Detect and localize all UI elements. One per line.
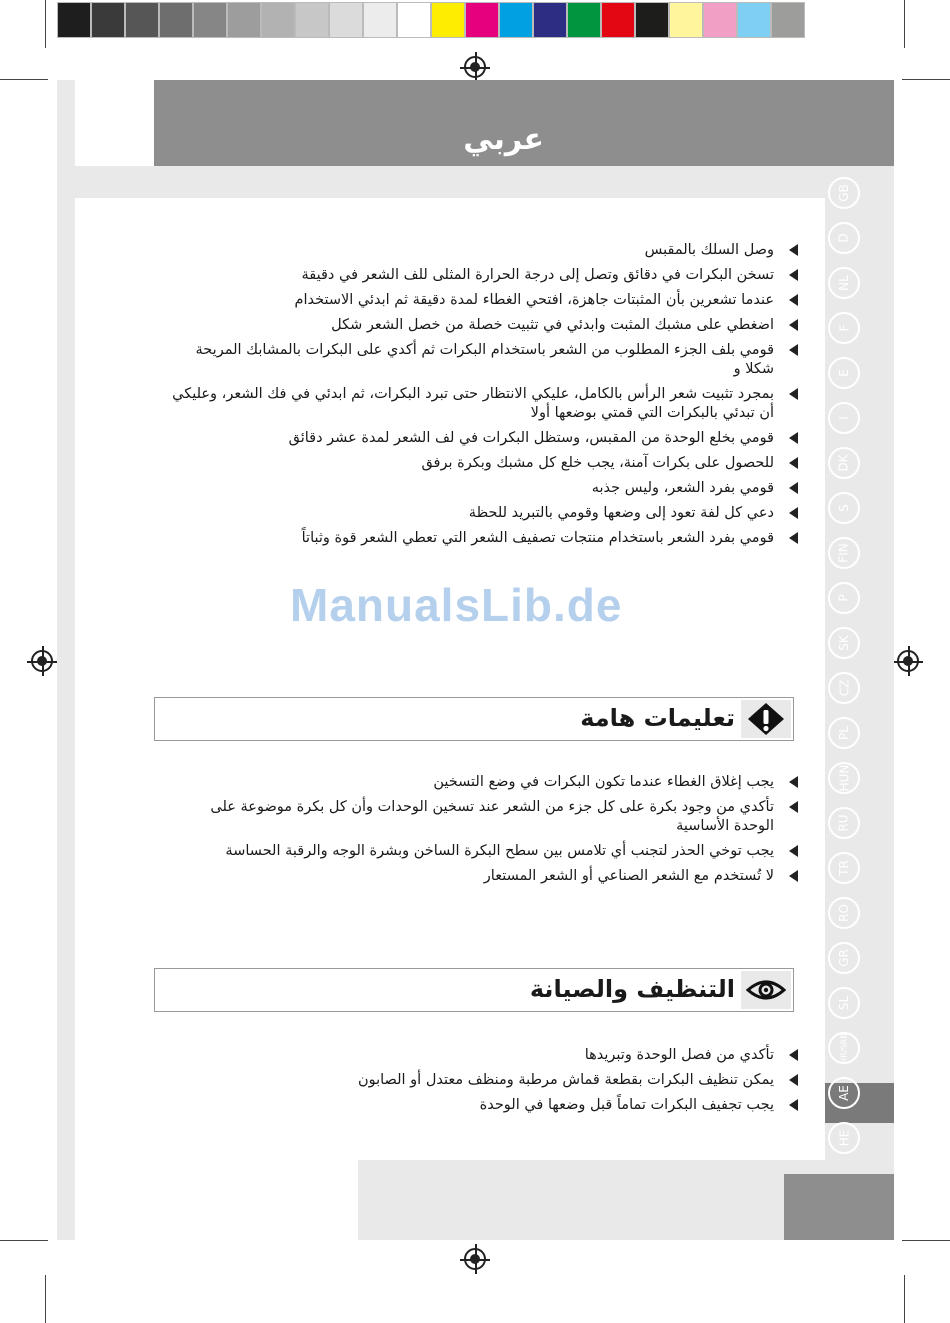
language-code: CZ [836,679,851,697]
crop-mark [0,79,48,80]
language-code: GB [837,184,851,202]
bullet-arrow-icon [789,507,798,519]
color-swatch [465,2,499,38]
important-list [170,773,800,892]
language-tab-pl[interactable] [828,717,860,749]
bullet-arrow-icon [789,432,798,444]
language-tab-he[interactable] [828,1122,860,1154]
bullet-arrow-icon [789,1099,798,1111]
bullet-arrow-icon [789,870,798,882]
color-swatch [431,2,465,38]
list-item-text: يجب إغلاق الغطاء عندما تكون البكرات في وضع التسخين [433,774,774,790]
bullet-arrow-icon [789,457,798,469]
bullet-arrow-icon [789,482,798,494]
language-tab-e[interactable] [828,357,860,389]
language-code: TR [836,860,851,876]
crop-mark [902,1240,950,1241]
color-swatch [533,2,567,38]
important-item [170,867,800,886]
usage-item [170,316,800,335]
bullet-arrow-icon [789,845,798,857]
color-swatch [567,2,601,38]
color-swatch [737,2,771,38]
usage-item [170,504,800,523]
language-tab-i[interactable] [828,402,860,434]
list-item-text: للحصول على بكرات آمنة، يجب خلع كل مشبك وبكرة برفق [421,455,774,471]
language-code: FIN [836,543,851,563]
language-tab-sl[interactable] [828,987,860,1019]
color-calibration-bar [57,2,805,38]
language-code: S [837,504,851,512]
important-item [170,842,800,861]
bullet-arrow-icon [789,1049,798,1061]
language-tab-nl[interactable] [828,267,860,299]
usage-item [170,291,800,310]
bullet-arrow-icon [789,294,798,306]
color-swatch [669,2,703,38]
language-code: NL [836,275,851,291]
cleaning-item [170,1071,800,1090]
language-code: P [837,594,851,602]
registration-mark-icon [464,56,486,78]
language-code: SL [837,995,851,1011]
list-item-text: يمكن تنظيف البكرات بقطعة قماش مرطبة ومنظف معتدل أو الصابون [357,1072,774,1088]
registration-mark-icon [464,1248,486,1270]
usage-item [170,341,800,379]
language-tab-gb[interactable] [828,177,860,209]
cleaning-item [170,1046,800,1065]
usage-instructions-list [170,241,800,554]
list-item-text: يجب توخي الحذر لتجنب أي تلامس بين سطح البكرة الساخن وبشرة الوجه والرقبة الحساسة [225,843,774,859]
usage-item [170,241,800,260]
language-code: HE [836,1129,851,1147]
language-tab-d[interactable] [828,222,860,254]
important-item [170,798,800,836]
language-code: E [837,369,851,377]
list-item-text: يجب تجفيف البكرات تماماً قبل وضعها في الوحدة [479,1097,774,1113]
language-tab-fin[interactable] [828,537,860,569]
language-code: RU [837,814,851,832]
watermark: ManualsLib.de [290,579,623,631]
color-swatch [397,2,431,38]
important-item [170,773,800,792]
list-item-text: دعي كل لفة تعود إلى وضعها وقومي بالتبريد للحظة [468,505,774,521]
language-tab-gr[interactable] [828,942,860,974]
crop-mark [45,0,46,48]
language-code: F [837,324,851,332]
language-tab-ae[interactable] [828,1077,860,1109]
page-title: عربي [463,122,544,157]
cleaning-item [170,1096,800,1115]
color-swatch [329,2,363,38]
color-swatch [499,2,533,38]
language-code: D [837,233,851,243]
list-item-text: اضغطي على مشبك المثبت وابدئي في تثبيت خصلة من خصل الشعر شكل [331,317,774,333]
language-tab-cz[interactable] [828,672,860,704]
language-tab-f[interactable] [828,312,860,344]
eye-icon [746,976,786,1004]
cleaning-title: التنظيف والصيانة [529,975,735,1003]
color-swatch [57,2,91,38]
bullet-arrow-icon [789,244,798,256]
bullet-arrow-icon [789,388,798,400]
crop-mark [45,1275,46,1323]
list-item-text: قومي بفرد الشعر باستخدام منتجات تصفيف الشعر التي تعطي الشعر قوة وثباتاً [301,530,774,546]
language-tab-s[interactable] [828,492,860,524]
language-code: I [836,416,851,420]
language-tab-ru[interactable] [828,807,860,839]
registration-mark-icon [31,650,53,672]
language-code: DK [836,454,851,472]
color-swatch [193,2,227,38]
list-item-text: لا تُستخدم مع الشعر الصناعي أو الشعر المستعار [483,868,774,884]
list-item-text: وصل السلك بالمقبس [644,242,774,258]
list-item-text: تأكدي من وجود بكرة على كل جزء من الشعر عند تسخين الوحدات وأن كل بكرة موضوعة على الوحدة الأساسية [210,799,774,834]
list-item-text: قومي بلف الجزء المطلوب من الشعر باستخدام البكرات ثم أكدي على البكرات بالمشابك المريحة شكلا و [195,342,774,377]
list-item-text: قومي بخلع الوحدة من المقبس، وستظل البكرات في لف الشعر لمدة عشر دقائق [288,430,774,446]
color-swatch [363,2,397,38]
list-item-text: بمجرد تثبيت شعر الرأس بالكامل، عليكي الانتظار حتى تبرد البكرات، ثم ابدئي في فك الشعر، وعليكي أن تبدئي بالبكرات التي قمتي بوضعها أولا [172,386,774,421]
page-header [154,80,894,166]
left-page-rail [57,80,75,1240]
usage-item [170,429,800,448]
color-swatch [227,2,261,38]
crop-mark [904,0,905,48]
language-tab-p[interactable] [828,582,860,614]
list-item-text: تسخن البكرات في دقائق وتصل إلى درجة الحرارة المثلى للف الشعر في دقيقة [301,267,774,283]
crop-mark [902,79,950,80]
language-tab-hun[interactable] [828,762,860,794]
warning-icon-box [741,700,791,738]
language-code: PL [836,726,851,740]
color-swatch [295,2,329,38]
list-item-text: تأكدي من فصل الوحدة وتبريدها [584,1047,774,1063]
language-code: AE [836,1085,851,1101]
color-swatch [703,2,737,38]
language-tab-ro[interactable] [828,897,860,929]
color-swatch [601,2,635,38]
bullet-arrow-icon [789,269,798,281]
language-tab-hr-srb[interactable] [828,1032,860,1064]
crop-mark [0,1240,48,1241]
cleaning-list [170,1046,800,1121]
bullet-arrow-icon [789,532,798,544]
header-underband [57,166,894,198]
language-code: SK [837,635,851,651]
language-code: GR [836,949,851,967]
usage-item [170,266,800,285]
language-tab-tr[interactable] [828,852,860,884]
color-swatch [91,2,125,38]
language-code: HR/SRB [839,1032,849,1064]
bullet-arrow-icon [789,801,798,813]
list-item-text: عندما تشعرين بأن المثبتات جاهزة، افتحي الغطاء لمدة دقيقة ثم ابدئي الاستخدام [294,292,774,308]
eye-icon-box [741,971,791,1009]
language-tab-sk[interactable] [828,627,860,659]
page-number-block [784,1174,894,1240]
color-swatch [159,2,193,38]
important-title: تعليمات هامة [580,704,735,732]
usage-item [170,529,800,548]
registration-mark-icon [897,650,919,672]
color-swatch [261,2,295,38]
usage-item [170,385,800,423]
crop-mark [904,1275,905,1323]
warning-exclamation-icon [746,701,786,737]
bullet-arrow-icon [789,319,798,331]
bullet-arrow-icon [789,344,798,356]
list-item-text: قومي بفرد الشعر، وليس جذبه [591,480,774,496]
usage-item [170,479,800,498]
color-swatch [635,2,669,38]
color-swatch [771,2,805,38]
usage-item [170,454,800,473]
bullet-arrow-icon [789,776,798,788]
language-tab-dk[interactable] [828,447,860,479]
language-code: HUN [836,764,851,792]
color-swatch [125,2,159,38]
cleaning-section-header [154,968,794,1012]
bullet-arrow-icon [789,1074,798,1086]
language-code: RO [836,904,851,922]
important-section-header [154,697,794,741]
